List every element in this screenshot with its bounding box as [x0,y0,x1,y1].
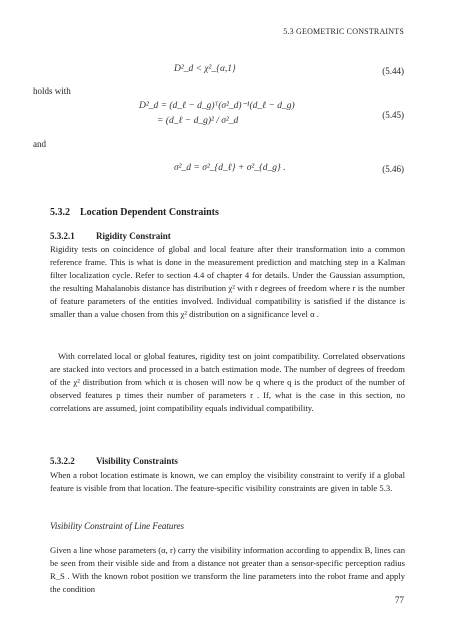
rigidity-title: Rigidity Constraint [96,231,171,241]
equation-5-46: σ²_d = σ²_{d_ℓ} + σ²_{d_g} . [174,163,286,173]
equation-5-45-line2: = (d_ℓ − d_g)² / σ²_d [157,116,239,126]
equation-number-5-45: (5.45) [382,110,404,120]
visibility-title: Visibility Constraints [96,456,178,466]
section-title: Location Dependent Constraints [80,207,219,218]
running-header: 5.3 GEOMETRIC CONSTRAINTS [283,27,404,36]
and-label: and [33,139,46,149]
visibility-paragraph-1: When a robot location estimate is known, we can employ the visibility constraint to verify if a global feature is visible from that location. The feature-specific visibility constraints are given in table 5.3. [50,470,405,494]
visibility-heading [50,456,405,466]
holds-with-label: holds with [33,86,71,96]
page-number: 77 [395,595,404,605]
equation-number-5-44: (5.44) [382,66,404,76]
equation-5-44: D²_d < χ²_{α,1} [174,64,236,74]
section-heading [50,207,405,218]
rigidity-number: 5.3.2.1 [50,231,75,241]
equation-5-45-line1: D²_d = (d_ℓ − d_g)ᵀ(σ²_d)⁻¹(d_ℓ − d_g) [139,101,295,111]
visibility-number: 5.3.2.2 [50,456,75,466]
visibility-subheading: Visibility Constraint of Line Features [50,521,184,531]
section-number: 5.3.2 [50,207,70,218]
rigidity-paragraph-2: With correlated local or global features, rigidity test on joint compatibility. Correlated observations are stacked into vectors and processed in a batch estimation mode. The number of degrees of freedom of the χ² distribution from which α is chosen will now be q where q is the product of the number of observed features p times their number of parameters r . If, what is the case in this section, no correlations are assumed, joint compatibility equals individual compatibility. [50,351,405,414]
visibility-paragraph-2: Given a line whose parameters (α, r) carry the visibility information according to appendix B, lines can be seen from their visible side and from a distance not greater than a sensor-specific perception radius R_S . With the known robot position we transform the line parameters into the robot frame and apply the condition [50,545,405,595]
rigidity-heading [50,231,405,241]
rigidity-paragraph-1: Rigidity tests on coincidence of global and local feature after their transformation into a common reference frame. This is what is done in the measurement prediction and matching step in a Kalman filter localization cycle. Refer to section 4.4 of chapter 4 for details. Under the Gaussian assumption, the resulting Mahalanobis distance has distribution χ² with r degrees of freedom where r is the number of feature parameters of the entities involved. Individual compatibility is satisfied if the distance is smaller than a value chosen from this χ² distribution on a significance level α . [50,244,405,320]
equation-number-5-46: (5.46) [382,164,404,174]
